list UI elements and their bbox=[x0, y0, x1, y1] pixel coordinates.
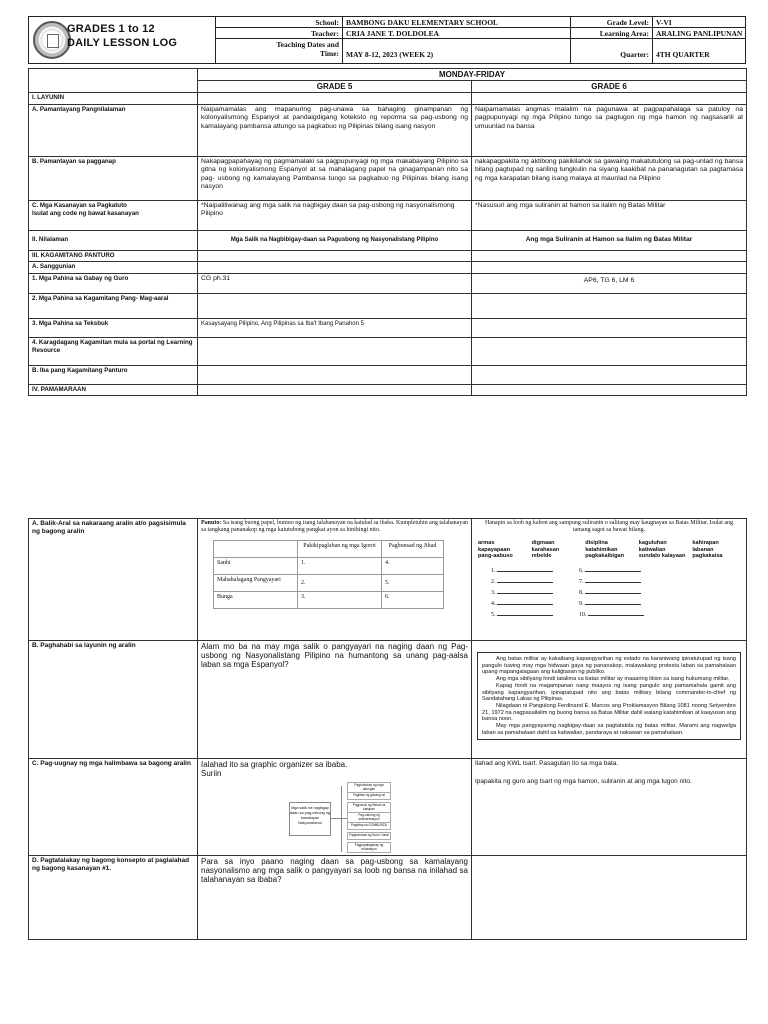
nilalaman-g5: Mga Salik na Nagbibigay-daan sa Pagusbong ng Nasyonalistang Pilipino bbox=[198, 230, 472, 250]
word: karahasan bbox=[531, 546, 560, 553]
table-row bbox=[214, 541, 444, 558]
word-search-instruction: Hanapin sa loob ng kabon ang sampung suliranin o salitang may kaugnayan sa Batas Militar. Isulat ang tamang sagot sa bawat bilang. bbox=[484, 520, 734, 533]
reading-paragraph: Ang mga sibilyang hindi tatalima sa batas militar ay maaaring litisin sa isang hukumang militar. bbox=[496, 676, 730, 683]
word: disiplina bbox=[585, 540, 608, 546]
pag-uugnay-g5-line2: Suriin bbox=[201, 769, 222, 778]
answer-number: 10. bbox=[579, 611, 587, 618]
organizer-item: Paglitaw ng gitnang uri bbox=[347, 792, 391, 800]
dll-table-procedures bbox=[28, 518, 747, 940]
table-row bbox=[29, 104, 747, 156]
table-row bbox=[29, 856, 747, 940]
organizer-item: Pagbubukas ng Suez Canal bbox=[347, 832, 391, 840]
deped-seal-icon bbox=[33, 21, 71, 59]
dates-label-line2: Time: bbox=[319, 49, 339, 58]
answer-slot: 3. bbox=[298, 592, 382, 609]
teksbuk-g5: Kasaysayang Pilipino, Ang Pilipinas sa Iba't Ibang Panahon 5 bbox=[198, 318, 472, 337]
word: kapayapaan bbox=[478, 546, 511, 553]
reading-paragraph: Ang batas militar ay kakaibang kapangyarihan ng estado na karaniwang ipinatutupad ng isang pangulo tuwing may mga hidwaan gaya ng pananakop, malawakang protesta laban sa pamahalaan upang mapangalagaan ang kaligtasan ng publiko. bbox=[482, 656, 736, 676]
answer-slot: 4. bbox=[382, 558, 444, 575]
row-label: Sanhi bbox=[214, 558, 298, 575]
school-label: School: bbox=[216, 17, 343, 28]
organizer-item: Pagbubukas ng mga daungan bbox=[347, 782, 391, 793]
organizer-center: Mga salik na nagbigay daan sa pag-usbong ng kamalayan Nasyonalismo bbox=[289, 802, 331, 836]
pamantayan-pagganap-label: B. Pamantayan sa pagganap bbox=[29, 156, 198, 200]
answer-slot: 1. bbox=[298, 558, 382, 575]
table-row bbox=[29, 273, 747, 293]
table-row bbox=[29, 250, 747, 262]
answer-line bbox=[579, 610, 644, 621]
word: armas bbox=[478, 540, 495, 546]
panuto-label: Panuto: bbox=[201, 520, 222, 526]
quarter-value: 4TH QUARTER bbox=[656, 50, 710, 59]
header-title-line2: DAILY LESSON LOG bbox=[67, 37, 178, 49]
kasanayan-label bbox=[29, 200, 198, 230]
word: pagkakaibigan bbox=[585, 553, 625, 559]
balik-aral-g5 bbox=[198, 519, 472, 641]
header-logo-block bbox=[29, 17, 216, 63]
learning-area-label: Learning Area: bbox=[571, 28, 653, 39]
answer-slot: 2. bbox=[298, 575, 382, 592]
answer-line bbox=[491, 610, 553, 621]
header-info-grid bbox=[216, 17, 746, 63]
balik-aral-label: A. Balik-Aral sa nakaraang aralin at/o pagsisimula ng bagong aralin bbox=[29, 519, 198, 641]
table-row bbox=[29, 230, 747, 250]
dates-label-line1: Teaching Dates and bbox=[276, 40, 339, 49]
word: katahimikan bbox=[585, 546, 618, 553]
answer-number: 5. bbox=[491, 611, 496, 618]
school-value: BAMBONG DAKU ELEMENTARY SCHOOL bbox=[343, 17, 571, 28]
learning-resource-label: 4. Karagdagang Kagamitan mula sa portal ng Learning Resource bbox=[29, 337, 198, 365]
grade5-heading: GRADE 5 bbox=[198, 81, 472, 93]
balik-aral-g6 bbox=[472, 519, 747, 641]
row-label: Bunga bbox=[214, 592, 298, 609]
answer-number: 3. bbox=[491, 589, 496, 596]
batas-militar-reading bbox=[477, 652, 741, 740]
pag-uugnay-g5-line1: Ialahad ito sa graphic organizer sa ibaba. bbox=[201, 760, 348, 769]
table-row bbox=[29, 641, 747, 759]
learning-area-value: ARALING PANLIPUNAN bbox=[653, 28, 746, 39]
word: labanan bbox=[692, 546, 714, 553]
answers-left bbox=[491, 566, 553, 621]
kasanayan-label-line2: Isulat ang code ng bawat kasanayan bbox=[32, 210, 139, 218]
kasanayan-g6: *Nasusuri ang mga suliranin at hamon sa ilalim ng Batas Militar bbox=[472, 200, 747, 230]
table-row bbox=[29, 293, 747, 318]
organizer-item: Pagbitay sa GOMBURZA bbox=[347, 822, 391, 830]
kagamitang-mag-aaral-label: 2. Mga Pahina sa Kagamitang Pang- Mag-aaral bbox=[29, 293, 198, 318]
quarter-label: Quarter: bbox=[571, 39, 653, 63]
answer-number: 8. bbox=[579, 589, 584, 596]
table-row bbox=[29, 156, 747, 200]
answer-slot: 5. bbox=[382, 575, 444, 592]
katutubo-table bbox=[213, 540, 444, 609]
iba-pang-kagamitan-label: B. Iba pang Kagamitang Panturo bbox=[29, 365, 198, 384]
answer-line bbox=[491, 577, 553, 588]
gabay-guro-label: 1. Mga Pahina sa Gabay ng Guro bbox=[29, 273, 198, 293]
reading-paragraph: Nilagdaan ni Pangulong Ferdinand E. Marcos ang Proklamasyon Bilang 1081 noong Setyembre 21, 1972 na nagpasailalim ng buong bansa sa Batas Militar dahil walang katahimikan at kaayusan ang bansa noon. bbox=[482, 702, 736, 723]
table-row bbox=[214, 592, 444, 609]
table-row bbox=[29, 262, 747, 274]
answer-number: 1. bbox=[491, 567, 496, 574]
panuto-text bbox=[201, 520, 468, 534]
grade-level-label: Grade Level: bbox=[571, 17, 653, 28]
answer-slot: 6. bbox=[382, 592, 444, 609]
igorot-heading: Pakikipaglaban ng mga Igorot bbox=[298, 541, 382, 558]
table-row bbox=[29, 69, 747, 81]
teksbuk-label: 3. Mga Pahina sa Teksbuk bbox=[29, 318, 198, 337]
reading-paragraph: Kapag hindi na magampanan nang maayos ng isang pangulo ang pamamahala gamit ang sibilyang kapangyarihan, ipinapatupad nito ang batas military bilang commander-in-chief ng Sandatahang Lakas ng Pilipinas. bbox=[482, 682, 736, 703]
nilalaman-label: II. Nilalaman bbox=[29, 230, 198, 250]
pamamaraan-label: IV. PAMAMARAAN bbox=[29, 384, 198, 396]
header-title-line1: GRADES 1 to 12 bbox=[67, 23, 155, 35]
pamantayan-pagganap-g6: nakapagpakita ng aktibong pakikilahok sa gawaing makatutulong sa pag-unlad ng bansa bilang pagtupad ng sariling tungkulin na siyang kaakibat na pananagutan sa pagtamasa ng mga karapatan bilang isang malaya at maunlad na Pilipino bbox=[472, 156, 747, 200]
paghahabi-label: B. Paghahabi sa layunin ng aralin bbox=[29, 641, 198, 759]
dll-header bbox=[28, 16, 746, 64]
answer-line bbox=[579, 588, 644, 599]
answers-right bbox=[579, 566, 644, 621]
word: rebelde bbox=[531, 553, 552, 559]
sanggunian-label: A. Sanggunian bbox=[29, 262, 198, 274]
table-row bbox=[29, 318, 747, 337]
dates-value: MAY 8-12, 2023 (WEEK 2) bbox=[343, 39, 571, 63]
table-row bbox=[29, 365, 747, 384]
answer-line bbox=[491, 566, 553, 577]
pag-uugnay-g6-line2: Ipapakita ng guro ang tsart ng mga hamon, suliranin at ang mga tugon nito. bbox=[475, 778, 692, 785]
organizer-item: Pag-usbong ng sekularisasyon bbox=[347, 812, 391, 823]
pag-uugnay-g5 bbox=[198, 759, 472, 856]
answer-line bbox=[491, 588, 553, 599]
reading-paragraph: May mga pangyayaring nagbigay-daan sa pagtatakda ng batas militar. Marami ang nagwelga laban sa pamahalaan dahil sa katiwalian, pandaraya at nakawan sa pamahalaan. bbox=[482, 723, 736, 736]
nilalaman-g6: Ang mga Suliranin at Hamon sa Ilalim ng Batas Militar bbox=[472, 230, 747, 250]
panuto-body: Sa isang buong papel, bumuo ng isang talahanayan na katulad sa ibaba. Kumpletuhin ang talahanayan sa tangkang pananakop ng mga katutubong pangkat ayon sa hinihingi nito. bbox=[201, 520, 468, 533]
table-row bbox=[214, 558, 444, 575]
answer-line bbox=[579, 566, 644, 577]
table-row bbox=[29, 200, 747, 230]
pag-uugnay-label: C. Pag-uugnay ng mga halimbawa sa bagong aralin bbox=[29, 759, 198, 856]
teacher-label: Teacher: bbox=[216, 28, 343, 39]
jihad-heading: Pagbunsad ng Jihad bbox=[382, 541, 444, 558]
answer-number: 6. bbox=[579, 567, 584, 574]
dates-label bbox=[216, 39, 343, 63]
row-label: Mahahalagang Pangyayari bbox=[214, 575, 298, 592]
pamantayang-pangnilalaman-g6: Naipamamalas angmas malalim na pagunawa at pagpapahalaga sa patuloy na pagpupunyagi ng mga Pilipino tungo sa pagtugon ng mga hamon ng nagsasarili at umuunlad na bansa bbox=[472, 104, 747, 156]
table-row bbox=[29, 337, 747, 365]
layunin-label: I. LAYUNIN bbox=[29, 93, 198, 105]
word: kaguluhan bbox=[638, 540, 667, 546]
organizer-item: Pagpasok ng liberal na kaisipan bbox=[347, 802, 391, 813]
word: pagkakaisa bbox=[692, 553, 723, 559]
table-row bbox=[29, 93, 747, 105]
pamantayang-pangnilalaman-label: A. Pamantayang Pangnilalaman bbox=[29, 104, 198, 156]
word: pang-aabuso bbox=[478, 553, 513, 559]
pagtatalakay-label: D. Pagtatalakay ng bagong konsepto at paglalahad ng bagong kasanayan #1. bbox=[29, 856, 198, 940]
pamantayan-pagganap-g5: Nakapagpapahayag ng pagmamalaki sa pagpupunyagi ng mga makabayang Pilipino sa gitna ng kolonyalismong Espanyol at sa mahalagang papel na ginagampanan nito sa pag- usbong ng kamalayang Pambansa tungo sa pagkabuo ng Pilipinas bilang isang nasyon bbox=[198, 156, 472, 200]
grade-level-value: V-VI bbox=[653, 17, 746, 28]
days-heading: MONDAY-FRIDAY bbox=[198, 69, 747, 81]
kagamitang-panturo-label: III. KAGAMITANG PANTURO bbox=[29, 250, 198, 262]
word: sundalo kalayaan bbox=[638, 553, 686, 559]
answer-line bbox=[579, 577, 644, 588]
pag-uugnay-g6-line1: Ilahad ang KWL tsart. Pasagutan ito sa mga bata. bbox=[475, 760, 619, 767]
word: katiwalian bbox=[638, 546, 666, 553]
table-row bbox=[29, 519, 747, 641]
gabay-guro-g5: CG ph.31 bbox=[198, 273, 472, 293]
paghahabi-g5: Alam mo ba na may mga salik o pangyayari na naging daan ng Pag-usbong ng Nasyonalistang Pilipino na humantong sa unang pag-aalsa laban sa mga Espanyol? bbox=[198, 641, 472, 759]
kasanayan-g5: *Naipaliliwanag ang mga salik na nagbigay daan sa pag-usbong ng nasyonalismong Pilipino bbox=[198, 200, 472, 230]
table-row bbox=[29, 759, 747, 856]
word: digmaan bbox=[531, 540, 555, 546]
table-row bbox=[214, 575, 444, 592]
word: kahirapan bbox=[692, 540, 719, 546]
answer-number: 2. bbox=[491, 578, 496, 585]
pag-uugnay-g6 bbox=[472, 759, 747, 856]
pagtatalakay-g5: Para sa inyo paano naging daan sa pag-usbong sa kamalayang nasyonalismo ang mga salik o pangyayari sa loob ng bansa na inilahad sa talahanayan sa ibaba? bbox=[198, 856, 472, 940]
paghahabi-g6 bbox=[472, 641, 747, 759]
answer-lines bbox=[475, 566, 743, 622]
table-row bbox=[475, 553, 743, 560]
graphic-organizer bbox=[289, 782, 439, 854]
table-row bbox=[29, 384, 747, 396]
grade6-heading: GRADE 6 bbox=[472, 81, 747, 93]
answer-number: 9. bbox=[579, 600, 584, 607]
answer-number: 7. bbox=[579, 578, 584, 585]
teacher-value: CRIA JANE T. DOLDOLEA bbox=[343, 28, 571, 39]
answer-line bbox=[491, 599, 553, 610]
organizer-item: Pagpapalaganap ng edukasyon bbox=[347, 842, 391, 853]
answer-line bbox=[579, 599, 644, 610]
kasanayan-label-line1: C. Mga Kasanayan sa Pagkatuto bbox=[32, 201, 127, 209]
answer-number: 4. bbox=[491, 600, 496, 607]
gabay-guro-g6: AP6, TG 6, LM 6 bbox=[472, 273, 747, 293]
dll-table-objectives bbox=[28, 68, 747, 396]
word-bank bbox=[475, 540, 743, 560]
pamantayang-pangnilalaman-g5: Naipamamalas ang mapanuring pag-unawa sa bahaging ginampanan ng kolonyalismong Espanyol at pandaigdigang koteksto ng reporma sa pag-usbong ng kamalayang pambansa attungo sa pagkabuo ng Pilipinas bilang isang nasyon bbox=[198, 104, 472, 156]
